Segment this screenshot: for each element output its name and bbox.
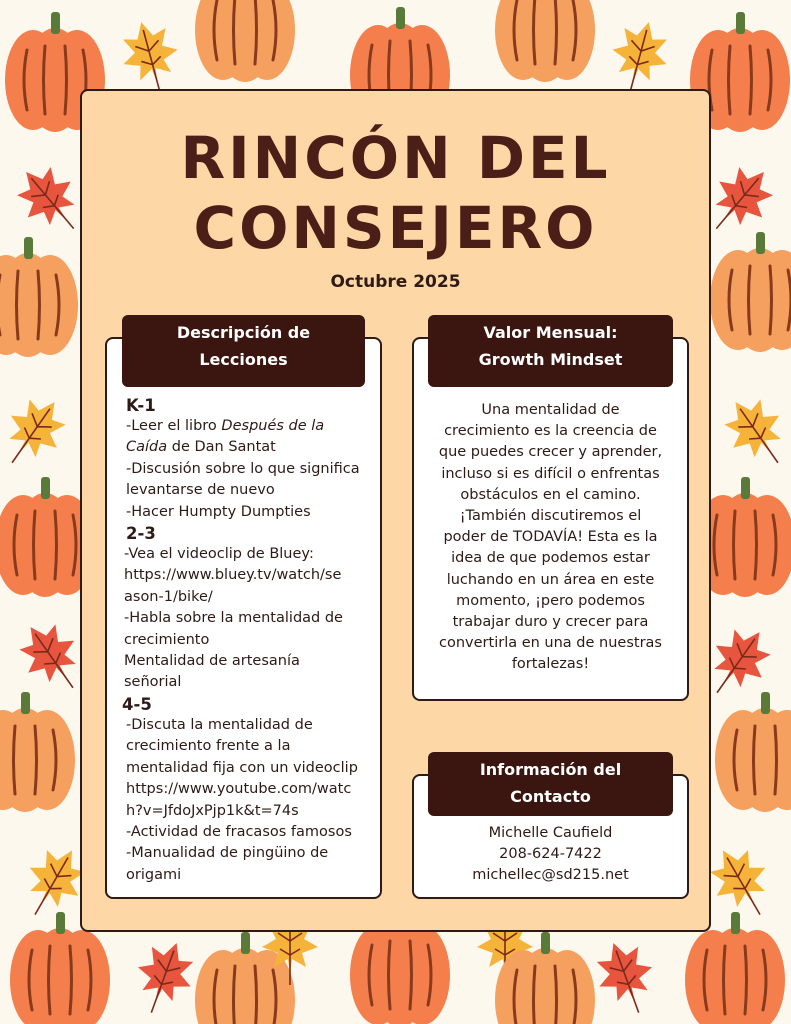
- lessons-header-line-2: Lecciones: [199, 350, 288, 369]
- monthly-value-description: [414, 400, 687, 676]
- lesson-link[interactable]: https://www.youtube.com/watc: [126, 781, 352, 798]
- lesson-item: crecimiento: [124, 631, 210, 648]
- lesson-item: Caída de Dan Santat: [126, 439, 276, 456]
- lesson-item: -Actividad de fracasos famosos: [126, 823, 352, 840]
- contact-details: [414, 823, 687, 887]
- grade-k1-heading: K-1: [126, 396, 156, 415]
- lesson-item: Mentalidad de artesanía: [124, 653, 300, 670]
- title-line-2: CONSEJERO: [193, 194, 598, 262]
- monthly-value-header-line-1: Valor Mensual:: [483, 323, 618, 342]
- counselor-newsletter-card: [80, 89, 711, 932]
- lessons-header: [122, 315, 365, 387]
- contact-header: [428, 752, 673, 816]
- monthly-value-line: incluso si es difícil o enfrentas: [441, 465, 660, 482]
- monthly-value-line: crecimiento es la creencia de: [444, 423, 657, 440]
- monthly-value-line: convertirla en una de nuestras: [439, 635, 662, 652]
- lesson-link[interactable]: h?v=JfdoJxPjp1k&t=74s: [126, 802, 299, 819]
- lessons-list: [102, 395, 360, 886]
- monthly-value-line: momento, ¡pero podemos: [456, 592, 645, 609]
- lesson-item: -Discusión sobre lo que significa: [126, 460, 360, 477]
- monthly-value-line: poder de TODAVÍA! Esta es la: [443, 529, 658, 546]
- monthly-value-line: fortalezas!: [511, 656, 590, 673]
- monthly-value-line: Una mentalidad de: [481, 402, 620, 418]
- monthly-value-line: ¡También discutiremos el: [459, 508, 642, 525]
- lesson-item: levantarse de nuevo: [126, 482, 275, 499]
- lesson-item: -Hacer Humpty Dumpties: [126, 503, 311, 520]
- title-line-1: RINCÓN DEL: [180, 124, 611, 192]
- lesson-item: -Habla sobre la mentalidad de: [124, 610, 343, 627]
- contact-name: Michelle Caufield: [488, 825, 613, 841]
- lesson-link[interactable]: https://www.bluey.tv/watch/se: [124, 567, 342, 584]
- contact-header-line-1: Información del: [479, 760, 622, 779]
- newsletter-date: Octubre 2025: [330, 272, 461, 292]
- monthly-value-header: [428, 315, 673, 387]
- contact-email[interactable]: michellec@sd215.net: [472, 867, 629, 884]
- grade-23-heading: 2-3: [126, 524, 156, 544]
- lesson-item: -Leer el libro Después de la: [126, 418, 325, 434]
- lesson-item: -Vea el videoclip de Bluey:: [124, 546, 314, 563]
- lesson-item: crecimiento frente a la: [126, 738, 291, 755]
- monthly-value-line: luchando en un área en este: [446, 571, 655, 588]
- monthly-value-line: que puedes crecer y aprender,: [438, 444, 663, 461]
- lesson-item: origami: [126, 866, 182, 883]
- lesson-item: -Manualidad de pingüino de: [126, 845, 329, 862]
- lesson-item: señorial: [124, 674, 182, 691]
- lesson-item: -Discuta la mentalidad de: [126, 716, 313, 733]
- contact-phone[interactable]: 208-624-7422: [499, 846, 602, 863]
- lesson-item: mentalidad fija con un videoclip: [126, 759, 358, 776]
- monthly-value-header-line-2: Growth Mindset: [478, 350, 623, 369]
- monthly-value-line: idea de que podemos estar: [451, 550, 650, 567]
- lesson-link[interactable]: ason-1/bike/: [124, 588, 213, 605]
- book-title: Caída: [126, 439, 168, 456]
- monthly-value-line: obstáculos en el camino.: [460, 486, 641, 503]
- monthly-value-line: trabajar duro y crecer para: [452, 614, 649, 631]
- contact-header-line-2: Contacto: [510, 787, 591, 806]
- lessons-header-line-1: Descripción de: [176, 323, 311, 342]
- grade-45-heading: 4-5: [122, 694, 152, 714]
- book-title: Después de la: [221, 418, 325, 434]
